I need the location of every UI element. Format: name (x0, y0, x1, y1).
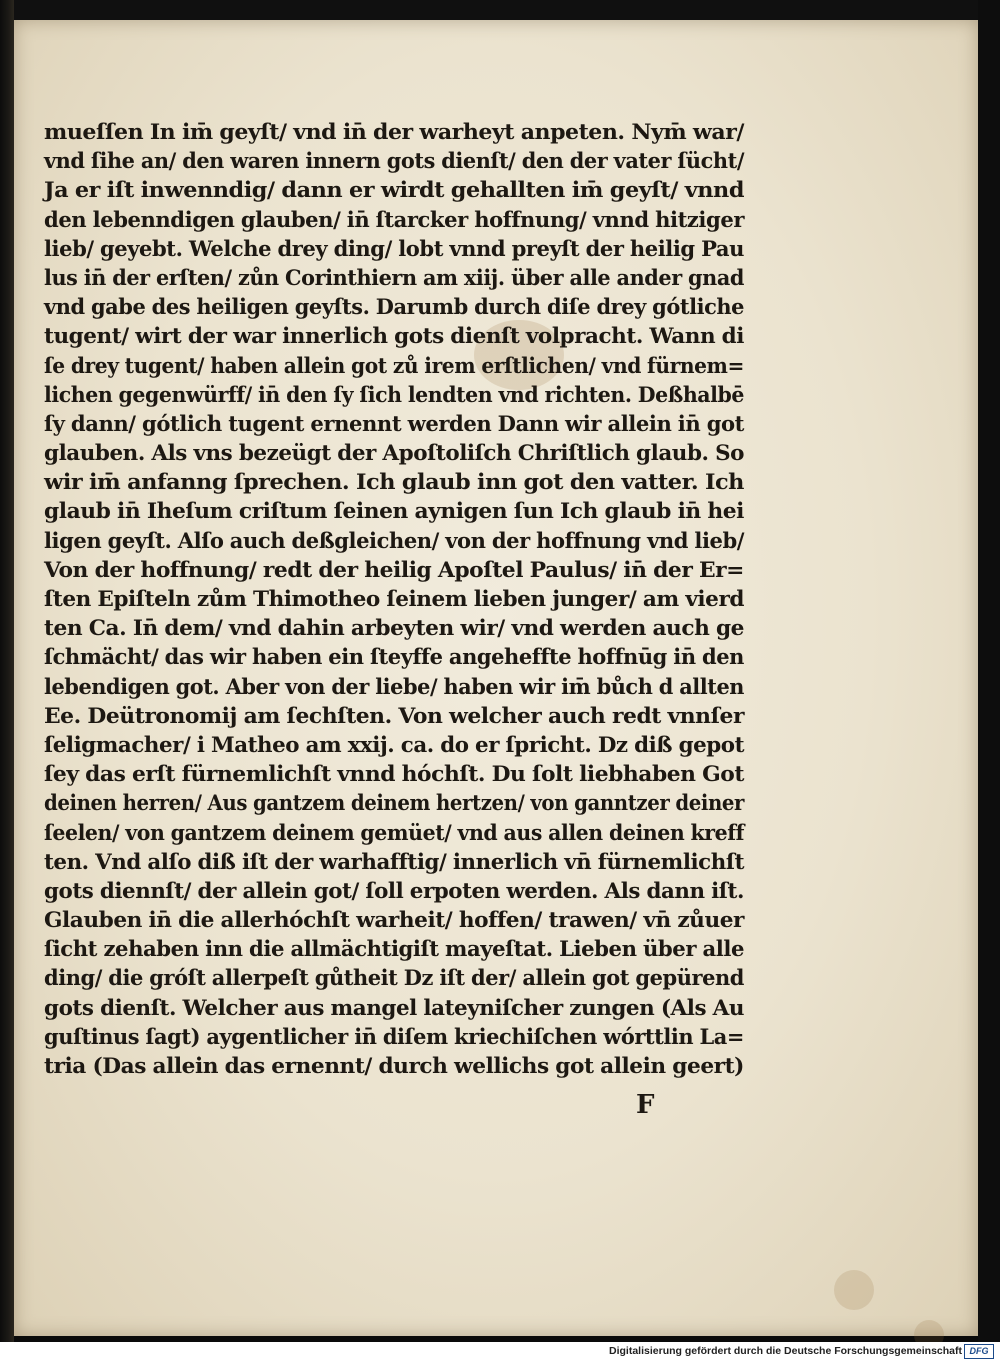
text-line: Glauben in̄ die allerhóchſt warheit/ hoffen/ trawen/ vn̄ zůuer (44, 908, 744, 934)
text-line: gots diennſt/ der allein got/ ſoll erpoten werden. Als dann iſt. (44, 878, 744, 904)
text-line: ding/ die gróſt allerpeſt gůtheit Dz iſt der/ allein got gepürend (44, 966, 744, 992)
text-line: ſchmächt/ das wir haben ein ſteyffe angeheffte hoffnūg in̄ den (44, 645, 744, 671)
signature-mark: F (636, 1090, 655, 1120)
text-line: ſe drey tugent/ haben allein got zů irem erſtlichen/ vnd fürnem= (44, 353, 744, 379)
text-line: lieb/ geyebt. Welche drey ding/ lobt vnnd preyſt der heilig Pau (44, 236, 744, 262)
text-line: ſten Epiſteln zům Thimotheo ſeinem lieben junger/ am vierd (44, 587, 744, 612)
text-line: ſy dann/ gótlich tugent ernennt werden Dann wir allein in̄ got (44, 411, 744, 437)
text-line: glaub in̄ Iheſum criſtum ſeinen aynigen ſun Ich glaub in̄ hei (44, 499, 744, 525)
text-line: ſeligmacher/ i Matheo am xxij. ca. do er ſpricht. Dz diß gepot (44, 732, 744, 758)
text-line: wir im̄ anfanng ſprechen. Ich glaub inn got den vatter. Ich (44, 470, 744, 496)
text-line: Ja er iſt inwenndig/ dann er wirdt gehallten im̄ geyſt/ vnnd (44, 178, 744, 204)
text-line: lus in̄ der erſten/ zůn Corinthiern am xiij. über alle ander gnad (44, 265, 744, 291)
text-line: ten. Vnd alſo diß iſt der warhafftig/ innerlich vn̄ fürnemlichſt (44, 849, 744, 875)
text-line: den lebenndigen glauben/ in̄ ſtarcker hoffnung/ vnnd hitziger (44, 207, 744, 233)
paper-stain (834, 1270, 874, 1310)
text-line: lichen gegenwürff/ in̄ den ſy ſich lendten vnd richten. Deßhalbē (44, 382, 744, 408)
text-line: glauben. Als vns bezeügt der Apoſtoliſch Chriſtlich glaub. So (44, 441, 744, 467)
text-line: deinen herren/ Aus gantzem deinem hertzen/ von ganntzer deiner (44, 791, 744, 817)
text-line: ſey das erſt fürnemlichſt vnnd hóchſt. Du ſolt liebhaben Got (44, 762, 744, 788)
footer-credit: Digitalisierung gefördert durch die Deutsche Forschungsgemeinschaft (609, 1345, 962, 1357)
text-line: lebendigen got. Aber von der liebe/ haben wir im̄ bůch d allten (44, 674, 744, 700)
text-line: Ee. Deütronomij am ſechſten. Von welcher auch redt vnnſer (44, 703, 744, 729)
body-text-block (44, 118, 744, 1081)
text-line: ligen geyſt. Alſo auch deßgleichen/ von der hoffnung vnd lieb/ (44, 528, 744, 554)
text-line: guſtinus ſagt) aygentlicher in̄ diſem kriechiſchen wórttlin La= (44, 1024, 744, 1050)
text-line: vnd gabe des heiligen geyſts. Darumb durch diſe drey gótliche (44, 295, 744, 321)
text-line: gots dienſt. Welcher aus mangel lateyniſcher zungen (Als Au (44, 995, 744, 1021)
text-line: mueſſen In im̄ geyſt/ vnd in̄ der warheyt anpeten. Nym̄ war/ (44, 120, 744, 145)
text-line: tria (Das allein das ernennt/ durch wellichs got allein geert) (44, 1054, 744, 1079)
text-line: vnd ſihe an/ den waren innern gots dienſt/ den der vater ſücht/ (44, 149, 744, 175)
text-line: Von der hoffnung/ redt der heilig Apoſtel Paulus/ in̄ der Er= (44, 557, 744, 583)
text-line: ſicht zehaben inn die allmächtigiſt mayeſtat. Lieben über alle (44, 937, 744, 963)
dfg-logo: DFG (964, 1344, 994, 1359)
text-line: ten Ca. In̄ dem/ vnd dahin arbeyten wir/ vnd werden auch ge (44, 616, 744, 642)
book-gutter-edge (0, 0, 14, 1362)
text-line: ſeelen/ von gantzem deinem gemüet/ vnd aus allen deinen kreff (44, 820, 744, 846)
scan-right-border (978, 0, 1000, 1362)
scan-top-border (14, 0, 978, 20)
text-line: tugent/ wirt der war innerlich gots dienſt volpracht. Wann di (44, 324, 744, 350)
